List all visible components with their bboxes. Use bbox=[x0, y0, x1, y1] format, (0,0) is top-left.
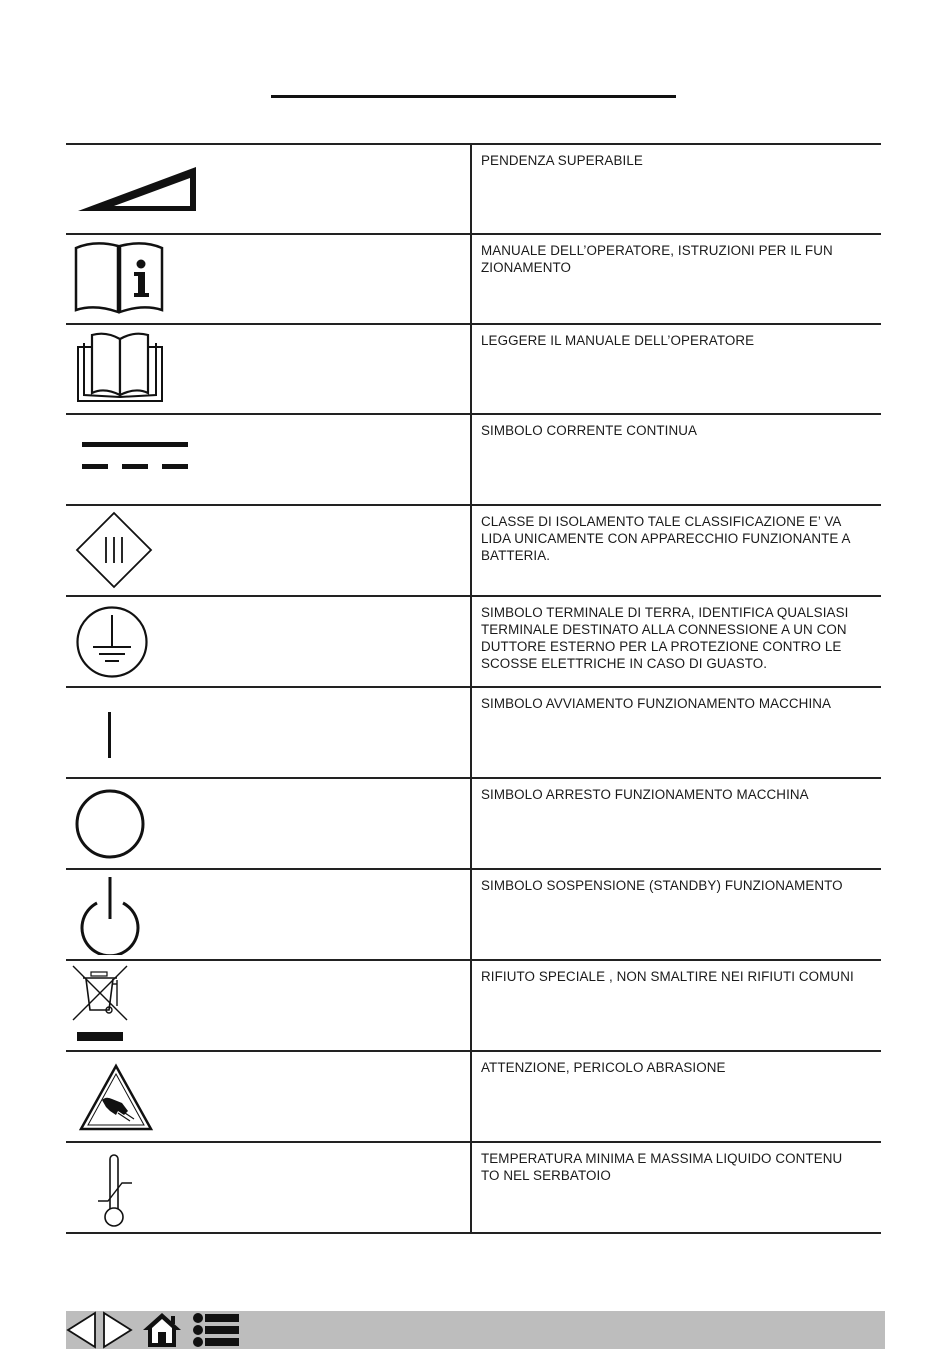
table-row bbox=[66, 325, 881, 415]
symbol-cell bbox=[66, 145, 472, 233]
power-on-icon bbox=[106, 710, 114, 760]
symbol-description: SIMBOLO SOSPENSIONE (STANDBY) FUNZIONAMENTO bbox=[481, 878, 843, 893]
navigation-bar bbox=[66, 1311, 885, 1349]
protective-earth-icon bbox=[75, 605, 149, 679]
previous-page-icon[interactable] bbox=[66, 1311, 98, 1349]
table-row bbox=[66, 235, 881, 325]
standby-icon bbox=[78, 875, 144, 955]
table-row bbox=[66, 1143, 881, 1234]
symbol-description: TEMPERATURA MINIMA E MASSIMA LIQUIDO CONTENU TO NEL SERBATOIO bbox=[481, 1151, 843, 1183]
symbol-description: CLASSE DI ISOLAMENTO TALE CLASSIFICAZIONE E’ VA LIDA UNICAMENTE CON APPARECCHIO FUNZIONANTE A BATTERIA. bbox=[481, 514, 851, 563]
contents-list-icon[interactable] bbox=[191, 1311, 241, 1349]
symbol-description: SIMBOLO AVVIAMENTO FUNZIONAMENTO MACCHINA bbox=[481, 696, 832, 711]
abrasion-warning-icon bbox=[78, 1063, 154, 1133]
symbol-cell bbox=[66, 688, 472, 777]
symbol-cell bbox=[66, 325, 472, 413]
symbol-cell bbox=[66, 870, 472, 959]
table-row bbox=[66, 870, 881, 961]
symbol-description: ATTENZIONE, PERICOLO ABRASIONE bbox=[481, 1060, 726, 1075]
symbol-cell bbox=[66, 597, 472, 686]
gradient-slope-icon bbox=[76, 163, 201, 215]
home-icon[interactable] bbox=[141, 1311, 183, 1349]
direct-current-icon bbox=[80, 439, 192, 475]
symbols-table bbox=[66, 143, 881, 1234]
table-row bbox=[66, 779, 881, 870]
power-off-icon bbox=[74, 788, 148, 862]
next-page-icon[interactable] bbox=[101, 1311, 133, 1349]
table-row bbox=[66, 1052, 881, 1143]
symbol-description: SIMBOLO CORRENTE CONTINUA bbox=[481, 423, 698, 438]
table-row bbox=[66, 506, 881, 597]
title-rule bbox=[271, 95, 676, 98]
symbol-cell bbox=[66, 1052, 472, 1141]
symbol-description: PENDENZA SUPERABILE bbox=[481, 153, 643, 168]
table-row bbox=[66, 597, 881, 688]
read-manual-icon bbox=[76, 329, 164, 403]
symbol-cell bbox=[66, 415, 472, 504]
temperature-range-icon bbox=[94, 1153, 138, 1229]
symbol-description: LEGGERE IL MANUALE DELL’OPERATORE bbox=[481, 333, 755, 348]
symbol-description: MANUALE DELL’OPERATORE, ISTRUZIONI PER IL FUN ZIONAMENTO bbox=[481, 243, 833, 275]
table-row bbox=[66, 415, 881, 506]
operator-manual-info-icon bbox=[73, 238, 167, 314]
symbol-description: RIFIUTO SPECIALE , NON SMALTIRE NEI RIFIUTI COMUNI bbox=[481, 969, 854, 984]
table-row bbox=[66, 145, 881, 235]
symbol-cell bbox=[66, 961, 472, 1050]
insulation-class-iii-icon bbox=[75, 511, 153, 589]
symbol-cell bbox=[66, 235, 472, 323]
table-row bbox=[66, 688, 881, 779]
symbol-description: SIMBOLO TERMINALE DI TERRA, IDENTIFICA QUALSIASI TERMINALE DESTINATO ALLA CONNESSIONE A UN CON DUTTORE ESTERNO PER LA PROTEZIONE CONTRO LE SCOSSE ELETTRICHE IN CASO DI GUASTO. bbox=[481, 605, 849, 671]
symbol-cell bbox=[66, 1143, 472, 1232]
symbol-cell bbox=[66, 506, 472, 595]
weee-crossed-bin-icon bbox=[71, 964, 131, 1044]
table-row bbox=[66, 961, 881, 1052]
symbol-cell bbox=[66, 779, 472, 868]
symbol-description: SIMBOLO ARRESTO FUNZIONAMENTO MACCHINA bbox=[481, 787, 809, 802]
